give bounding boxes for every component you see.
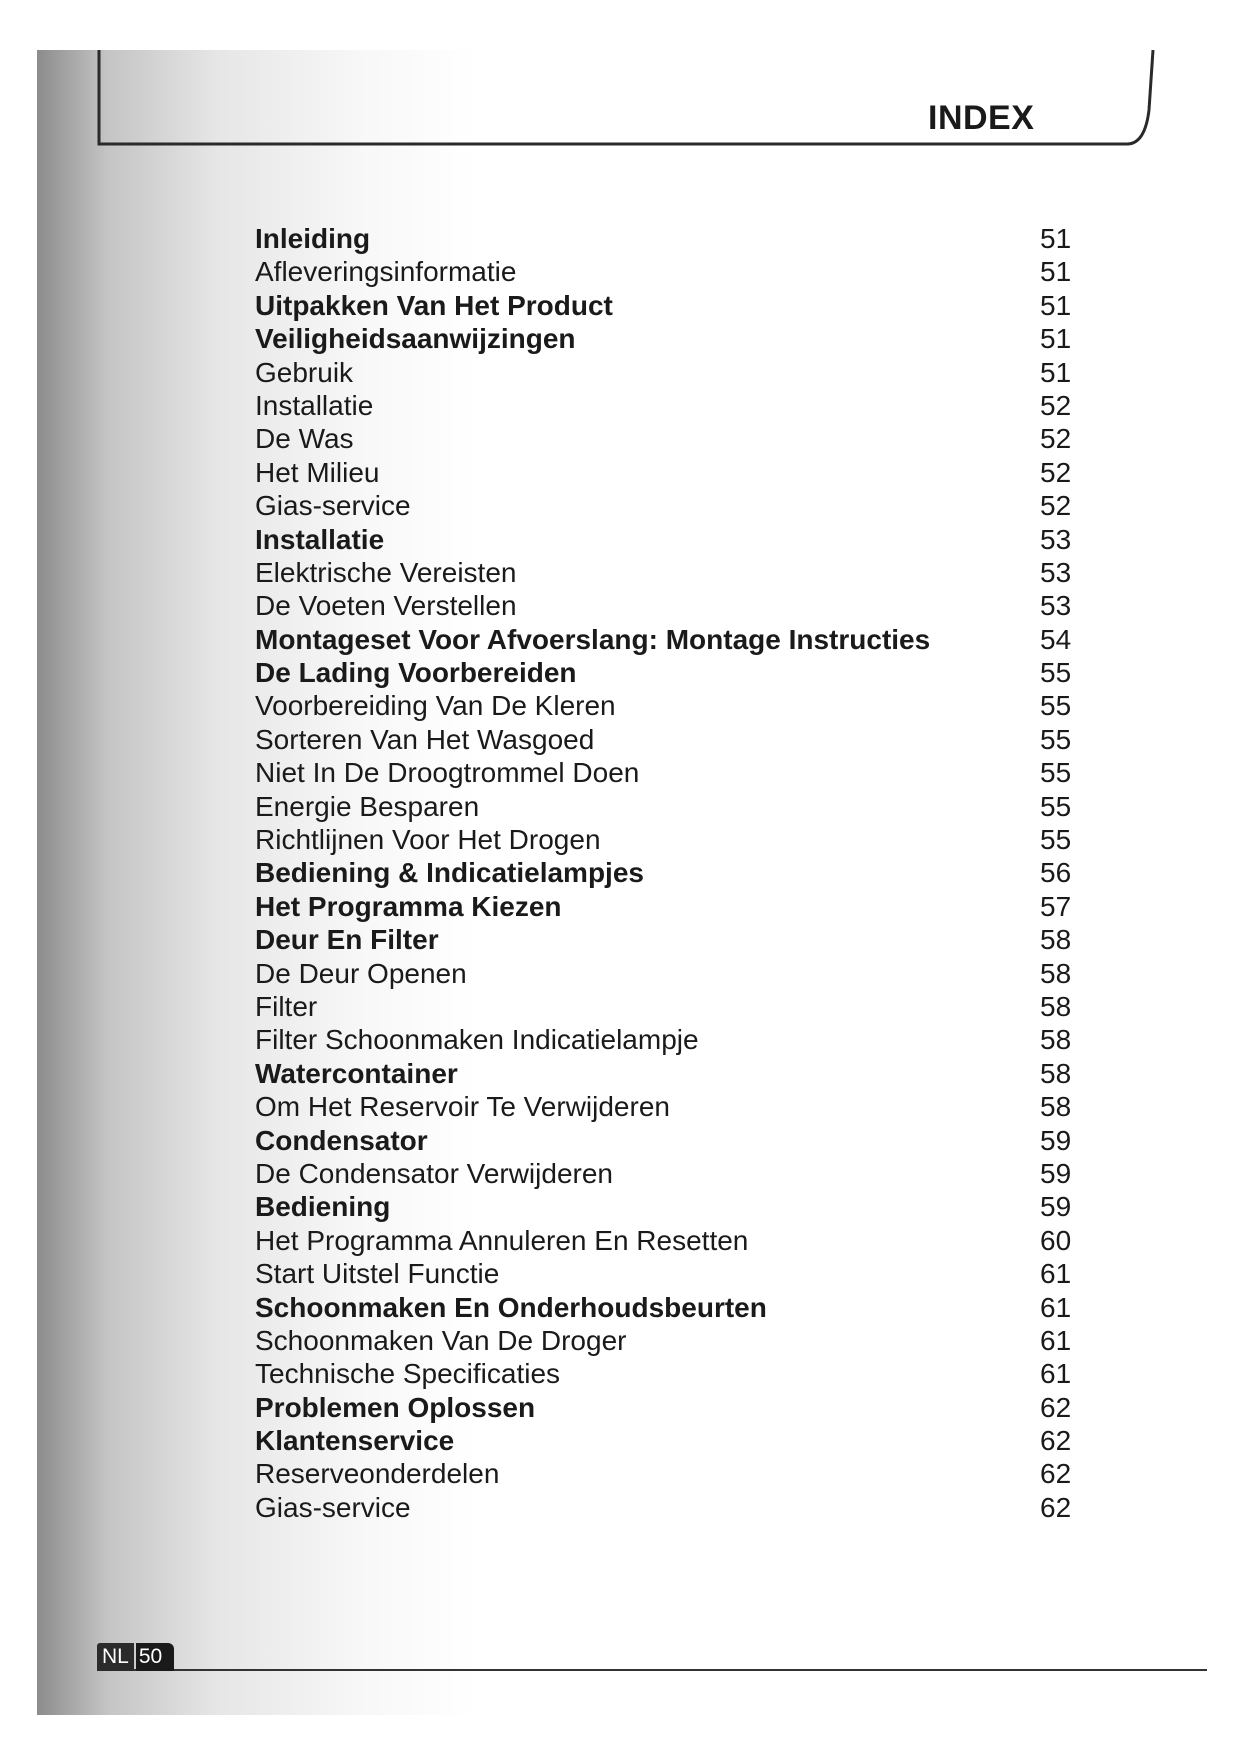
toc-entry-title: Elektrische Vereisten bbox=[255, 556, 517, 588]
toc-section bbox=[255, 856, 1075, 889]
toc-subsection bbox=[255, 489, 1075, 522]
toc-entry-title: Montageset Voor Afvoerslang: Montage Instructies bbox=[255, 623, 931, 655]
toc-entry-title: Bediening bbox=[255, 1191, 391, 1223]
toc-section bbox=[255, 1057, 1075, 1090]
toc-entry-page: 52 bbox=[1040, 389, 1072, 421]
toc-entry-page: 58 bbox=[1040, 924, 1072, 956]
toc-entry-page: 51 bbox=[1040, 289, 1072, 321]
toc-section bbox=[255, 890, 1075, 923]
toc-section bbox=[255, 322, 1075, 355]
footer-rule bbox=[97, 1669, 1207, 1671]
toc-entry-page: 55 bbox=[1040, 657, 1072, 689]
toc-subsection bbox=[255, 456, 1075, 489]
page-title: INDEX bbox=[928, 99, 1035, 137]
toc-section bbox=[255, 523, 1075, 556]
toc-entry-page: 51 bbox=[1040, 256, 1072, 288]
toc-entry-title: Het Milieu bbox=[255, 456, 380, 488]
toc-entry-page: 51 bbox=[1040, 323, 1072, 355]
page-number-tab bbox=[97, 1643, 174, 1671]
toc-entry-title: De Deur Openen bbox=[255, 957, 467, 989]
toc-entry-page: 58 bbox=[1040, 1024, 1072, 1056]
toc-entry-title: Gebruik bbox=[255, 356, 354, 388]
toc-entry-page: 58 bbox=[1040, 990, 1072, 1022]
toc-entry-page: 62 bbox=[1040, 1391, 1072, 1423]
toc-entry-page: 52 bbox=[1040, 456, 1072, 488]
toc-entry-page: 62 bbox=[1040, 1491, 1072, 1523]
toc-subsection bbox=[255, 356, 1075, 389]
toc-entry-title: Installatie bbox=[255, 389, 374, 421]
toc-section bbox=[255, 289, 1075, 322]
language-code: NL bbox=[97, 1643, 134, 1671]
toc-entry-title: Installatie bbox=[255, 523, 385, 555]
toc-entry-title: Bediening & Indicatielampjes bbox=[255, 857, 644, 889]
toc-entry-page: 51 bbox=[1040, 223, 1072, 254]
toc-entry-title: Veiligheidsaanwijzingen bbox=[255, 323, 576, 355]
toc-entry-title: Schoonmaken Van De Droger bbox=[255, 1324, 627, 1356]
toc-entry-page: 53 bbox=[1040, 523, 1072, 555]
toc-entry-page: 59 bbox=[1040, 1191, 1072, 1223]
toc-subsection bbox=[255, 422, 1075, 455]
toc-entry-page: 53 bbox=[1040, 556, 1072, 588]
toc-subsection bbox=[255, 790, 1075, 823]
toc-entry-title: Afleveringsinformatie bbox=[255, 256, 517, 288]
toc-entry-title: Technische Specificaties bbox=[255, 1358, 561, 1390]
toc-entry-title: De Was bbox=[255, 423, 354, 455]
toc-section bbox=[255, 623, 1075, 656]
toc-entry-title: Gias-service bbox=[255, 490, 411, 522]
toc-entry-page: 60 bbox=[1040, 1224, 1072, 1256]
toc-entry-page: 58 bbox=[1040, 957, 1072, 989]
toc-subsection bbox=[255, 389, 1075, 422]
toc-entry-page: 61 bbox=[1040, 1291, 1072, 1323]
toc-entry-page: 51 bbox=[1040, 356, 1072, 388]
toc-entry-title: Deur En Filter bbox=[255, 924, 439, 956]
toc-section bbox=[255, 1124, 1075, 1157]
toc-subsection bbox=[255, 1357, 1075, 1390]
page-number: 50 bbox=[136, 1643, 174, 1671]
toc-entry-title: Energie Besparen bbox=[255, 790, 480, 822]
toc-subsection bbox=[255, 1023, 1075, 1056]
toc-entry-page: 55 bbox=[1040, 690, 1072, 722]
toc-entry-title: Klantenservice bbox=[255, 1425, 455, 1457]
toc-entry-page: 59 bbox=[1040, 1124, 1072, 1156]
toc-entry-page: 54 bbox=[1040, 623, 1072, 655]
toc-entry-title: Uitpakken Van Het Product bbox=[255, 289, 613, 321]
toc-entry-page: 62 bbox=[1040, 1458, 1072, 1490]
toc-entry-title: Condensator bbox=[255, 1124, 428, 1156]
toc-section bbox=[255, 1424, 1075, 1457]
toc-subsection bbox=[255, 589, 1075, 622]
toc-entry-page: 55 bbox=[1040, 790, 1072, 822]
toc-entry-title: Problemen Oplossen bbox=[255, 1391, 536, 1423]
toc-entry-title: Schoonmaken En Onderhoudsbeurten bbox=[255, 1291, 767, 1323]
toc-section bbox=[255, 1190, 1075, 1223]
toc-subsection bbox=[255, 1324, 1075, 1357]
toc-entry-title: Het Programma Annuleren En Resetten bbox=[255, 1224, 749, 1256]
toc-subsection bbox=[255, 1257, 1075, 1290]
toc-subsection bbox=[255, 1457, 1075, 1490]
toc-entry-page: 56 bbox=[1040, 857, 1072, 889]
toc-subsection bbox=[255, 723, 1075, 756]
toc-entry-page: 58 bbox=[1040, 1057, 1072, 1089]
toc-entry-title: Voorbereiding Van De Kleren bbox=[255, 690, 616, 722]
toc-entry-page: 58 bbox=[1040, 1091, 1072, 1123]
toc-entry-page: 52 bbox=[1040, 490, 1072, 522]
toc-subsection bbox=[255, 957, 1075, 990]
toc-entry-page: 55 bbox=[1040, 723, 1072, 755]
toc-subsection bbox=[255, 1157, 1075, 1190]
toc-section bbox=[255, 923, 1075, 956]
toc-entry-title: Inleiding bbox=[255, 223, 371, 254]
toc-entry-page: 59 bbox=[1040, 1157, 1072, 1189]
toc-subsection bbox=[255, 556, 1075, 589]
toc-subsection bbox=[255, 823, 1075, 856]
toc-entry-title: Start Uitstel Functie bbox=[255, 1258, 500, 1290]
toc-section bbox=[255, 1291, 1075, 1324]
toc-entry-title: Watercontainer bbox=[255, 1057, 458, 1089]
toc-subsection bbox=[255, 990, 1075, 1023]
toc-subsection bbox=[255, 1090, 1075, 1123]
toc-entry-page: 61 bbox=[1040, 1258, 1072, 1290]
toc-entry-title: Reserveonderdelen bbox=[255, 1458, 500, 1490]
toc-entry-title: Niet In De Droogtrommel Doen bbox=[255, 757, 640, 789]
toc-entry-title: Filter Schoonmaken Indicatielampje bbox=[255, 1024, 699, 1056]
toc-entry-page: 55 bbox=[1040, 757, 1072, 789]
toc-entry-title: Richtlijnen Voor Het Drogen bbox=[255, 824, 601, 856]
toc-entry-page: 55 bbox=[1040, 824, 1072, 856]
toc-entry-page: 61 bbox=[1040, 1358, 1072, 1390]
toc-entry-page: 57 bbox=[1040, 890, 1072, 922]
toc-entry-title: De Voeten Verstellen bbox=[255, 590, 517, 622]
toc-entry-title: Het Programma Kiezen bbox=[255, 890, 562, 922]
toc-entry-title: De Condensator Verwijderen bbox=[255, 1157, 613, 1189]
toc-entry-page: 53 bbox=[1040, 590, 1072, 622]
toc-section bbox=[255, 656, 1075, 689]
toc-entry-title: Gias-service bbox=[255, 1491, 411, 1523]
toc-subsection bbox=[255, 1491, 1075, 1524]
toc-entry-title: Sorteren Van Het Wasgoed bbox=[255, 723, 595, 755]
toc-subsection bbox=[255, 756, 1075, 789]
toc-entry-page: 62 bbox=[1040, 1425, 1072, 1457]
toc-subsection bbox=[255, 689, 1075, 722]
toc-section bbox=[255, 222, 1075, 255]
toc-entry-title: Filter bbox=[255, 990, 318, 1022]
toc-entry-title: De Lading Voorbereiden bbox=[255, 657, 577, 689]
toc-subsection bbox=[255, 1224, 1075, 1257]
toc-entry-title: Om Het Reservoir Te Verwijderen bbox=[255, 1091, 670, 1123]
toc-subsection bbox=[255, 255, 1075, 288]
toc-entry-page: 52 bbox=[1040, 423, 1072, 455]
table-of-contents bbox=[255, 222, 1075, 1524]
toc-entry-page: 61 bbox=[1040, 1324, 1072, 1356]
toc-section bbox=[255, 1391, 1075, 1424]
